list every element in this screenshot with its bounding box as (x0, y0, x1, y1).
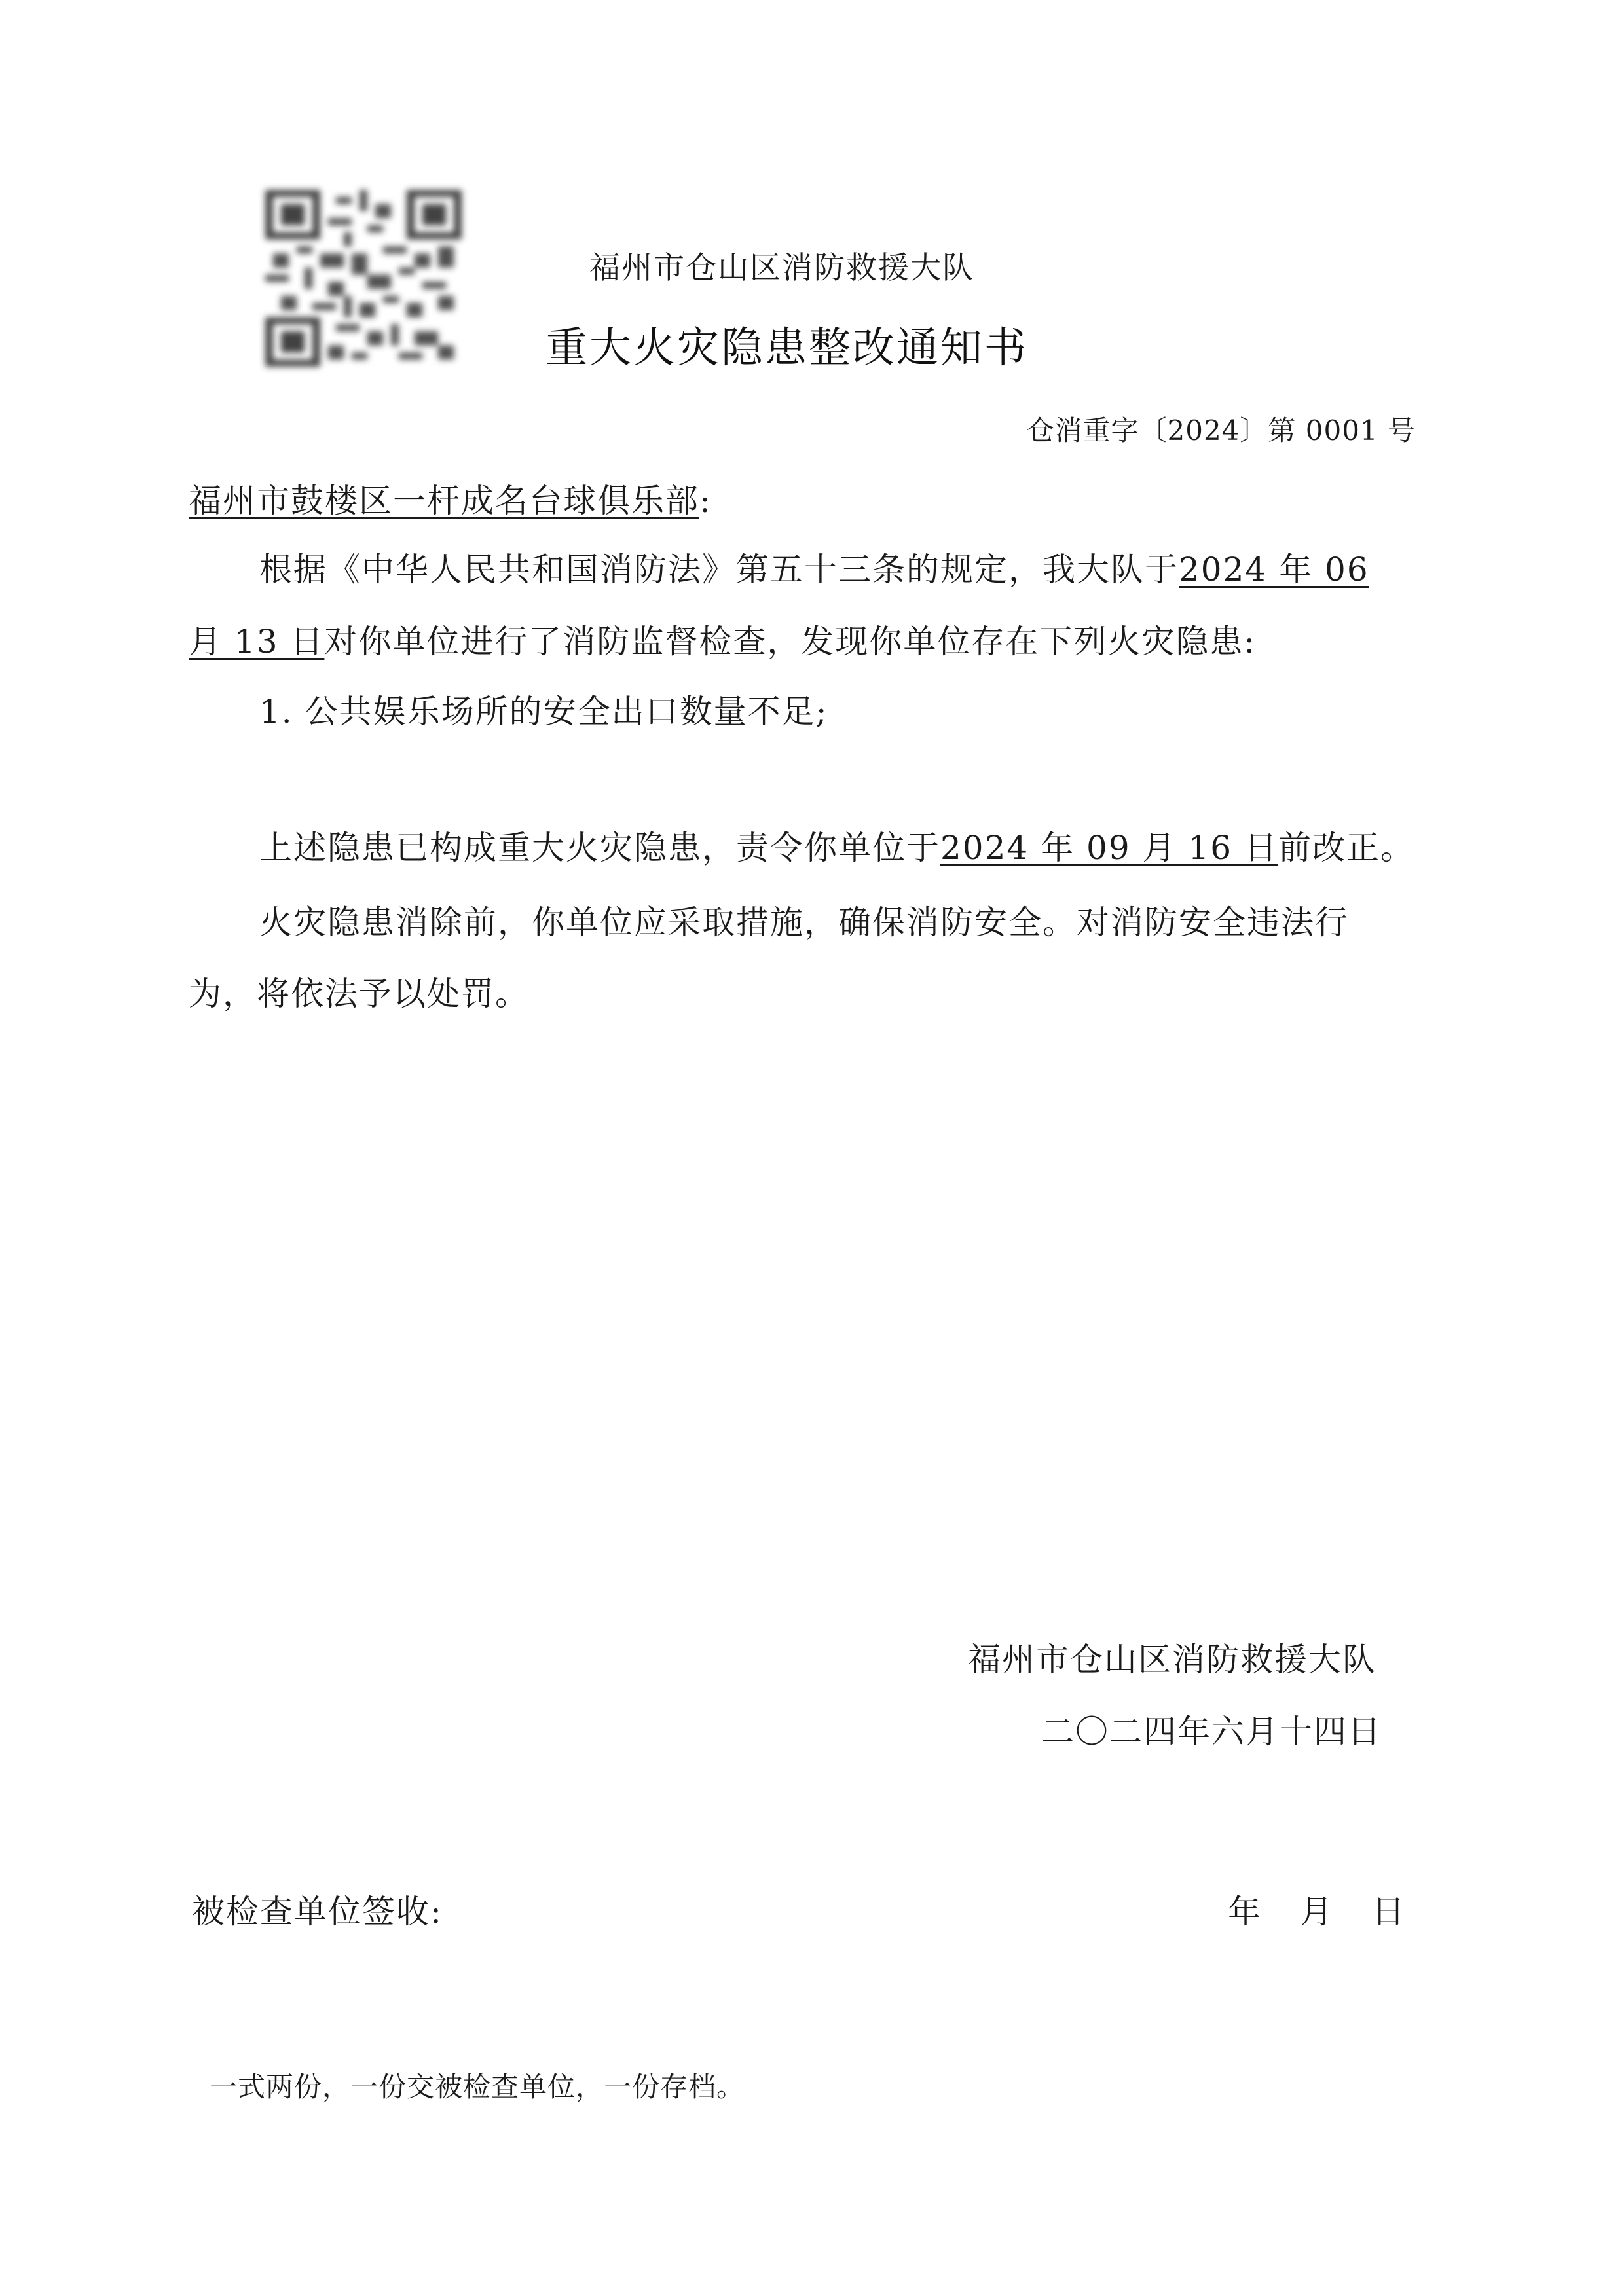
receipt-year-label: 年 (1228, 1893, 1261, 1931)
paragraph-3-line-2: 为，将依法予以处罚。 (189, 975, 529, 1013)
document-number: 仓消重字〔2024〕第 0001 号 (1026, 414, 1416, 446)
addressee-colon: : (699, 482, 712, 520)
paragraph-3-line-1: 火灾隐患消除前，你单位应采取措施，确保消防安全。对消防安全违法行 (259, 903, 1349, 941)
hazard-item-1: 1. 公共娱乐场所的安全出口数量不足; (259, 693, 828, 731)
addressee-name: 福州市鼓楼区一杆成名台球俱乐部 (189, 482, 699, 520)
signature-date: 二〇二四年六月十四日 (1041, 1713, 1382, 1751)
receipt-label: 被检查单位签收: (192, 1893, 443, 1931)
inspection-date-part-2: 月 13 日 (189, 623, 325, 661)
paragraph-1-line-2 (189, 623, 1257, 661)
inspection-date-part-1: 2024 年 06 (1179, 551, 1369, 589)
paragraph-2 (259, 829, 1414, 867)
addressee-line (189, 482, 712, 520)
copies-footnote: 一式两份，一份交被检查单位，一份存档。 (210, 2071, 745, 2103)
rectification-deadline: 2024 年 09 月 16 日 (940, 829, 1278, 867)
paragraph-1-line-1 (259, 551, 1369, 589)
signature-org: 福州市仓山区消防救援大队 (968, 1641, 1376, 1679)
document-title: 重大火灾隐患整改通知书 (545, 324, 1028, 373)
receipt-date-fields (1228, 1886, 1405, 1933)
paragraph-1-text: 根据《中华人民共和国消防法》第五十三条的规定，我大队于 (259, 551, 1179, 589)
paragraph-2-prefix: 上述隐患已构成重大火灾隐患，责令你单位于 (259, 829, 940, 867)
paragraph-1-continuation: 对你单位进行了消防监督检查，发现你单位存在下列火灾隐患: (324, 623, 1257, 661)
issuing-org-header: 福州市仓山区消防救援大队 (589, 250, 974, 286)
paragraph-2-suffix: 前改正。 (1278, 829, 1414, 867)
receipt-day-label: 日 (1372, 1893, 1405, 1931)
qr-code (265, 190, 462, 367)
receipt-month-label: 月 (1300, 1893, 1333, 1931)
